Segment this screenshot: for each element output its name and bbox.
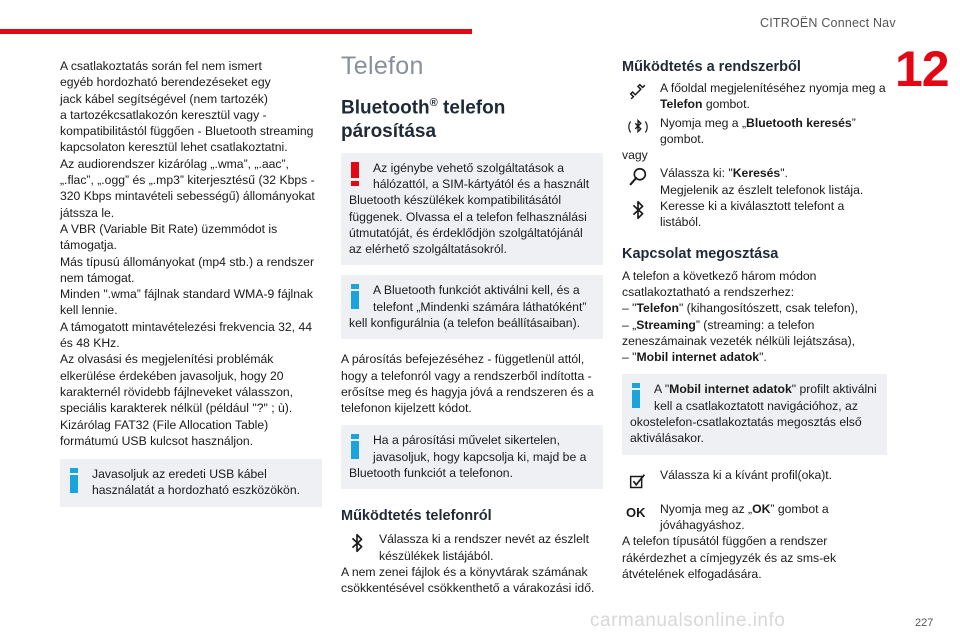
- bold-term: Mobil internet adatok: [669, 382, 792, 397]
- text-line: játssza le.: [60, 205, 115, 220]
- checkbox-check-icon: [626, 471, 650, 493]
- connection-sharing-heading: Kapcsolat megosztása: [622, 245, 779, 262]
- note-line: okostelefon-csatlakoztatás megosztás első: [630, 415, 862, 430]
- text-line: listából.: [660, 215, 702, 230]
- info-icon: [70, 468, 78, 494]
- text-part: ".: [759, 350, 767, 365]
- text-line: erősítse meg és hagyja jóvá a rendszeren és a: [341, 384, 594, 399]
- text-line: a tartozékcsatlakozón keresztül vagy -: [60, 107, 267, 122]
- text-line: készülékek listájából.: [379, 548, 494, 563]
- text-line: elkerülése érdekében javasoljuk, hogy 20: [60, 368, 284, 383]
- bold-term: OK: [752, 501, 771, 516]
- text-line: A csatlakoztatás során fel nem ismert: [60, 59, 262, 73]
- text-line: támogatja.: [60, 238, 117, 253]
- column-left: [60, 58, 322, 507]
- mobile-data-note: [622, 374, 887, 454]
- heading-part: Bluetooth: [341, 97, 430, 119]
- info-icon: [351, 434, 359, 460]
- note-line: javasoljuk, hogy kapcsolja ki, majd be a: [373, 449, 587, 464]
- text-line: Kizárólag FAT32 (File Allocation Table): [60, 417, 269, 432]
- phone-operation-heading: Működtetés telefonról: [341, 508, 492, 525]
- text-line: 320 Kbps mintavételi sebességű) állományokat: [60, 189, 315, 204]
- text-line: rákérdezhet a címjegyzék és az sms-ek: [622, 550, 837, 565]
- note-line: [630, 381, 879, 397]
- text-part: Nyomja meg az „: [660, 501, 753, 516]
- info-icon: [351, 284, 359, 310]
- note-line: Ha a párosítási művelet sikertelen,: [373, 433, 560, 448]
- text-part: Nyomja meg a „: [660, 115, 747, 130]
- system-operation-heading: Működtetés a rendszerből: [622, 59, 801, 75]
- bluetooth-icon: [345, 532, 369, 554]
- text-line: [660, 96, 887, 112]
- note-line: hálózattól, a SIM-kártyától és a használt: [373, 176, 590, 191]
- step-select-phone-row: [622, 198, 887, 231]
- text-part: gombot.: [702, 97, 750, 112]
- note-line: aktiválásakor.: [630, 431, 704, 446]
- heading-part: telefon: [437, 97, 506, 119]
- step-bluetooth-search-row: [622, 115, 887, 148]
- note-line: A Bluetooth funkciót aktiválni kell, és a: [373, 283, 580, 298]
- bold-term: Keresés: [732, 166, 781, 181]
- text-line: telefonon kijelzett kódot.: [341, 401, 472, 416]
- text-part: ".: [780, 166, 788, 181]
- text-line: A párosítás befejezéséhez - függetlenül attól,: [341, 352, 585, 367]
- bold-term: Bluetooth keresés: [746, 115, 852, 130]
- text-part: – „: [622, 317, 637, 332]
- bluetooth-activate-note: [341, 275, 603, 339]
- text-line: A telefon a következő három módon: [622, 268, 817, 283]
- column-right: [622, 58, 887, 582]
- text-line: formátumú USB kulcsot használjon.: [60, 433, 254, 448]
- select-profile-row: [622, 467, 887, 497]
- note-line: kell konfigurálnia (a telefon beállításaiban).: [349, 316, 581, 330]
- text-line: [660, 165, 887, 181]
- text-line: Megjelenik az észlelt telefonok listája.: [660, 182, 864, 197]
- bold-term: Telefon: [636, 301, 679, 316]
- chapter-number: 12: [895, 41, 949, 97]
- text-line: [660, 501, 887, 517]
- audio-format-text: [60, 58, 322, 449]
- text-line: gombot.: [660, 131, 705, 146]
- text-line: kell lennie.: [60, 303, 118, 318]
- services-warning-note: [341, 153, 603, 266]
- note-line: Az igénybe vehető szolgáltatások a: [373, 160, 565, 175]
- text-line: nem támogat.: [60, 270, 135, 285]
- info-icon: [632, 383, 640, 409]
- text-line: kapcsolaton keresztül lehet csatlakoztatni.: [60, 140, 288, 155]
- text-line: Más típusú állományokat (mp4 stb.) a rendszer: [60, 254, 315, 269]
- text-part: ” (streaming: a telefon: [695, 317, 815, 332]
- bluetooth-pairing-heading: [341, 92, 603, 142]
- pairing-failed-note: [341, 425, 603, 489]
- text-line: Válassza ki a kívánt profil(oka)t.: [660, 467, 833, 482]
- text-part: – ": [622, 301, 637, 316]
- text-line: Az audiorendszer kizárólag „.wma”, „.aac”,: [60, 156, 289, 171]
- usb-cable-note: [60, 459, 322, 507]
- text-line: „.flac”, „.ogg” és „.mp3” kiterjesztésű (32 Kbps -: [60, 173, 315, 188]
- list-item: [622, 317, 887, 333]
- text-part: A ": [654, 382, 670, 397]
- bluetooth-icon: [626, 199, 650, 221]
- text-part: ” gombot a: [770, 501, 829, 516]
- warning-icon: [351, 162, 359, 188]
- text-line: Minden ".wma” fájlnak standard WMA-9 fájlnak: [60, 287, 313, 302]
- text-line: A támogatott mintavételezési frekvencia 32, 44: [60, 319, 313, 334]
- text-part: – ": [622, 350, 637, 365]
- bold-term: Mobil internet adatok: [636, 350, 760, 365]
- header-accent-bar: [0, 29, 472, 34]
- text-part: Válassza ki: ": [660, 166, 733, 181]
- note-line: használatát a hordozható eszközökön.: [92, 483, 301, 498]
- text-line: és 48 KHz.: [60, 336, 120, 351]
- bluetooth-search-icon: [626, 116, 650, 138]
- ok-icon: OK: [626, 504, 646, 520]
- note-line: az elérhető szolgáltatásokról.: [349, 242, 507, 257]
- phone-handset-icon: [626, 81, 650, 103]
- text-line: csatlakoztatható a rendszerhez:: [622, 284, 795, 299]
- note-line: útmutatóját, és érdeklődjön szolgáltatójánál: [349, 225, 583, 240]
- pairing-paragraph: [341, 351, 603, 416]
- text-line: csökkentésével csökkenthető a várakozási idő.: [341, 581, 595, 596]
- note-line: Bluetooth készülékek kompatibilitásától: [349, 193, 562, 208]
- magnifier-icon: [626, 166, 650, 188]
- bold-term: Streaming: [636, 317, 696, 332]
- text-line: átvételének elfogadására.: [622, 566, 762, 581]
- list-item: [622, 349, 887, 365]
- or-label: vagy: [622, 148, 648, 163]
- bold-term: Telefon: [660, 97, 703, 112]
- text-line: Válassza ki a rendszer nevét az észlelt: [379, 532, 589, 547]
- text-line: A főoldal megjelenítéséhez nyomja meg a: [660, 81, 886, 95]
- text-part: " profilt aktiválni: [791, 382, 877, 397]
- text-line: hogy a telefonról vagy a rendszerből indította -: [341, 368, 592, 383]
- step-search-row: [622, 165, 887, 198]
- text-line: zeneszámainak vezeték nélküli lejátszása),: [622, 333, 856, 348]
- text-line: Az olvasási és megjelenítési problémák: [60, 352, 274, 367]
- text-line: A telefon típusától függően a rendszer: [622, 534, 828, 549]
- text-part: ”: [851, 115, 856, 130]
- list-item: [622, 300, 887, 316]
- text-line: [660, 115, 887, 131]
- note-line: kell a csatlakoztatott navigációhoz, az: [654, 398, 858, 413]
- text-line: karakternél rövidebb fájlneveket válasszon,: [60, 384, 294, 399]
- manual-title: CITROËN Connect Nav: [760, 16, 896, 30]
- text-line: A nem zenei fájlok és a könyvtárak számának: [341, 564, 588, 579]
- text-part: " (kihangosítószett, csak telefon),: [678, 301, 859, 316]
- note-line: telefont „Mindenki számára láthatóként”: [373, 299, 587, 314]
- text-line: jóváhagyáshoz.: [660, 517, 745, 532]
- phone-step-row: [341, 531, 603, 564]
- heading-part: párosítása: [341, 120, 437, 142]
- text-line: egyéb hordozható berendezéseket egy: [60, 75, 271, 90]
- note-line: függenek. Olvassa el a telefon felhasználási: [349, 209, 587, 224]
- step-telefon-row: [622, 80, 887, 113]
- column-middle: [341, 52, 603, 597]
- text-line: kompatibilitástól függően - Bluetooth streaming: [60, 124, 314, 139]
- watermark: carmanualsonline.info: [590, 610, 786, 631]
- page-number: 227: [915, 617, 934, 629]
- section-title-telefon: Telefon: [341, 52, 424, 80]
- text-line: Keresse ki a kiválasztott telefont a: [660, 199, 845, 214]
- note-line: Javasoljuk az eredeti USB kábel: [92, 467, 267, 482]
- ok-step-row: [622, 501, 887, 534]
- text-line: speciális karakterek nélkül (például "?" ; ù).: [60, 401, 293, 416]
- registered-mark: ®: [429, 97, 438, 110]
- text-line: jack kábel segítségével (nem tartozék): [60, 91, 268, 106]
- note-line: Bluetooth funkciót a telefonon.: [349, 466, 513, 481]
- text-line: A VBR (Variable Bit Rate) üzemmódot is: [60, 221, 278, 236]
